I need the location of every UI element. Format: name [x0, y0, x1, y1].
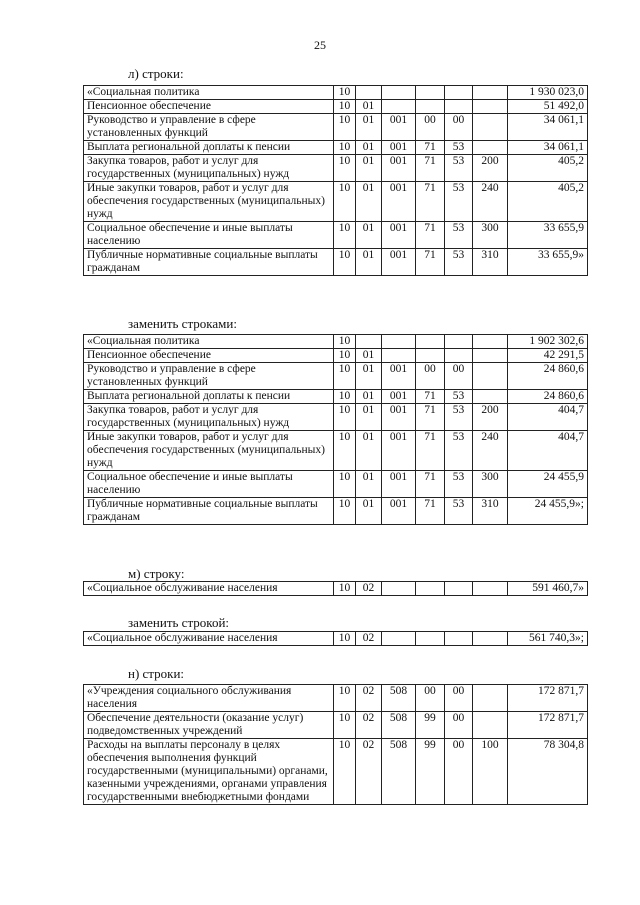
row-code: 001 [382, 431, 416, 471]
row-code [382, 632, 416, 646]
budget-table [83, 334, 588, 525]
row-code [416, 100, 445, 114]
table-row [84, 498, 588, 525]
table-row [84, 363, 588, 390]
row-name: «Социальная политика [84, 335, 334, 349]
budget-table [83, 581, 588, 596]
row-code: 00 [445, 712, 473, 739]
section-heading: н) строки: [128, 666, 185, 681]
budget-table [83, 631, 588, 646]
row-code [445, 349, 473, 363]
row-code [382, 86, 416, 100]
row-code: 01 [356, 471, 382, 498]
row-code [382, 349, 416, 363]
table-row [84, 471, 588, 498]
row-code: 00 [445, 739, 473, 805]
row-amount: 561 740,3»; [508, 632, 588, 646]
row-name: Публичные нормативные социальные выплаты гражданам [84, 498, 334, 525]
row-code: 001 [382, 141, 416, 155]
row-code: 10 [334, 86, 356, 100]
row-amount: 33 655,9» [508, 249, 588, 276]
row-code: 10 [334, 114, 356, 141]
row-code: 001 [382, 182, 416, 222]
section-heading: л) строки: [128, 66, 184, 81]
row-code: 00 [445, 685, 473, 712]
row-code [473, 349, 508, 363]
row-code: 10 [334, 249, 356, 276]
row-code: 10 [334, 498, 356, 525]
row-code: 001 [382, 155, 416, 182]
row-code: 01 [356, 349, 382, 363]
row-amount: 24 860,6 [508, 390, 588, 404]
row-name: Закупка товаров, работ и услуг для государственных (муниципальных) нужд [84, 155, 334, 182]
row-code [356, 86, 382, 100]
row-code: 01 [356, 363, 382, 390]
row-code: 10 [334, 141, 356, 155]
row-code: 02 [356, 712, 382, 739]
row-code: 71 [416, 249, 445, 276]
table-row [84, 100, 588, 114]
section-heading: заменить строками: [128, 316, 237, 331]
table-row [84, 249, 588, 276]
row-code [473, 335, 508, 349]
row-code [416, 335, 445, 349]
row-name: Социальное обеспечение и иные выплаты населению [84, 222, 334, 249]
row-code: 02 [356, 739, 382, 805]
row-amount: 78 304,8 [508, 739, 588, 805]
row-code: 53 [445, 431, 473, 471]
row-code [473, 685, 508, 712]
row-amount: 405,2 [508, 182, 588, 222]
row-code [416, 582, 445, 596]
row-code: 71 [416, 404, 445, 431]
budget-table [83, 85, 588, 276]
row-amount: 172 871,7 [508, 685, 588, 712]
row-code: 10 [334, 182, 356, 222]
row-code: 10 [334, 712, 356, 739]
row-amount: 24 455,9 [508, 471, 588, 498]
row-code: 001 [382, 363, 416, 390]
row-code: 53 [445, 222, 473, 249]
row-code: 001 [382, 222, 416, 249]
table-row [84, 739, 588, 805]
row-code: 01 [356, 498, 382, 525]
row-name: Пенсионное обеспечение [84, 100, 334, 114]
row-amount: 172 871,7 [508, 712, 588, 739]
row-code: 71 [416, 222, 445, 249]
row-name: Руководство и управление в сфере установленных функций [84, 363, 334, 390]
row-code: 001 [382, 390, 416, 404]
row-code: 001 [382, 114, 416, 141]
row-code [473, 632, 508, 646]
row-code: 310 [473, 498, 508, 525]
table-row [84, 390, 588, 404]
table-row [84, 582, 588, 596]
row-code: 200 [473, 155, 508, 182]
row-code: 01 [356, 182, 382, 222]
row-code: 99 [416, 739, 445, 805]
table-row [84, 404, 588, 431]
row-amount: 1 930 023,0 [508, 86, 588, 100]
row-code [382, 100, 416, 114]
row-code: 00 [416, 114, 445, 141]
row-name: Публичные нормативные социальные выплаты гражданам [84, 249, 334, 276]
row-name: Иные закупки товаров, работ и услуг для обеспечения государственных (муниципальных) нужд [84, 431, 334, 471]
row-code: 10 [334, 582, 356, 596]
table-row [84, 222, 588, 249]
section-heading: м) строку: [128, 566, 185, 581]
row-code: 71 [416, 155, 445, 182]
table-row [84, 685, 588, 712]
row-code: 508 [382, 685, 416, 712]
row-name: «Социальное обслуживание населения [84, 632, 334, 646]
table-row [84, 431, 588, 471]
row-code: 100 [473, 739, 508, 805]
table-row [84, 182, 588, 222]
row-code [416, 86, 445, 100]
row-code [382, 582, 416, 596]
table-row [84, 155, 588, 182]
row-code [445, 582, 473, 596]
row-code: 53 [445, 404, 473, 431]
row-name: «Социальная политика [84, 86, 334, 100]
row-code: 01 [356, 141, 382, 155]
row-code: 53 [445, 182, 473, 222]
row-code [445, 632, 473, 646]
row-code: 99 [416, 712, 445, 739]
row-name: «Учреждения социального обслуживания населения [84, 685, 334, 712]
row-code: 10 [334, 471, 356, 498]
row-code: 53 [445, 141, 473, 155]
row-amount: 42 291,5 [508, 349, 588, 363]
row-code: 01 [356, 404, 382, 431]
row-code: 53 [445, 471, 473, 498]
row-amount: 34 061,1 [508, 141, 588, 155]
row-code: 001 [382, 249, 416, 276]
row-code: 200 [473, 404, 508, 431]
row-code [473, 363, 508, 390]
row-code: 10 [334, 632, 356, 646]
row-code [445, 335, 473, 349]
row-code [445, 100, 473, 114]
row-code: 310 [473, 249, 508, 276]
row-code: 01 [356, 431, 382, 471]
row-code: 01 [356, 114, 382, 141]
row-code [416, 632, 445, 646]
row-code [473, 86, 508, 100]
row-code: 71 [416, 182, 445, 222]
row-code [473, 712, 508, 739]
row-code: 53 [445, 249, 473, 276]
row-amount: 24 860,6 [508, 363, 588, 390]
row-code: 71 [416, 498, 445, 525]
row-name: Выплата региональной доплаты к пенсии [84, 141, 334, 155]
row-code: 71 [416, 471, 445, 498]
row-name: Расходы на выплаты персоналу в целях обеспечения выполнения функций государственными (муниципальными) органами, казенными учреждениями, органами управления государственными внебюджетными фондами [84, 739, 334, 805]
row-code: 001 [382, 498, 416, 525]
row-code: 01 [356, 222, 382, 249]
row-code [473, 141, 508, 155]
budget-table [83, 684, 588, 805]
row-amount: 51 492,0 [508, 100, 588, 114]
row-code: 10 [334, 404, 356, 431]
row-amount: 405,2 [508, 155, 588, 182]
row-code: 300 [473, 471, 508, 498]
row-code: 300 [473, 222, 508, 249]
row-code: 508 [382, 739, 416, 805]
row-code: 01 [356, 249, 382, 276]
row-code: 10 [334, 685, 356, 712]
row-code: 71 [416, 390, 445, 404]
row-code: 53 [445, 498, 473, 525]
row-code: 10 [334, 739, 356, 805]
row-code [473, 390, 508, 404]
row-code: 71 [416, 141, 445, 155]
row-code: 10 [334, 335, 356, 349]
row-code: 71 [416, 431, 445, 471]
row-code [473, 114, 508, 141]
table-row [84, 632, 588, 646]
row-amount: 34 061,1 [508, 114, 588, 141]
row-code: 01 [356, 155, 382, 182]
row-name: «Социальное обслуживание населения [84, 582, 334, 596]
row-code: 00 [445, 114, 473, 141]
row-code: 01 [356, 100, 382, 114]
row-code: 01 [356, 390, 382, 404]
row-code: 53 [445, 390, 473, 404]
table-row [84, 114, 588, 141]
row-code: 10 [334, 431, 356, 471]
row-code [473, 100, 508, 114]
table-row [84, 349, 588, 363]
row-amount: 24 455,9»; [508, 498, 588, 525]
row-name: Иные закупки товаров, работ и услуг для обеспечения государственных (муниципальных) нужд [84, 182, 334, 222]
row-code: 00 [416, 685, 445, 712]
row-code: 10 [334, 100, 356, 114]
row-code: 10 [334, 349, 356, 363]
row-code: 10 [334, 363, 356, 390]
row-code [473, 582, 508, 596]
table-row [84, 86, 588, 100]
row-code: 02 [356, 582, 382, 596]
row-amount: 33 655,9 [508, 222, 588, 249]
row-code [382, 335, 416, 349]
table-row [84, 335, 588, 349]
row-code: 240 [473, 182, 508, 222]
row-name: Обеспечение деятельности (оказание услуг) подведомственных учреждений [84, 712, 334, 739]
table-row [84, 141, 588, 155]
page-number: 25 [314, 38, 326, 52]
row-code: 10 [334, 155, 356, 182]
row-code: 00 [416, 363, 445, 390]
row-code: 10 [334, 390, 356, 404]
table-row [84, 712, 588, 739]
row-code: 02 [356, 632, 382, 646]
row-code [445, 86, 473, 100]
row-amount: 404,7 [508, 404, 588, 431]
row-amount: 591 460,7» [508, 582, 588, 596]
row-name: Социальное обеспечение и иные выплаты населению [84, 471, 334, 498]
row-code: 508 [382, 712, 416, 739]
row-code [416, 349, 445, 363]
row-code [356, 335, 382, 349]
row-amount: 1 902 302,6 [508, 335, 588, 349]
row-code: 240 [473, 431, 508, 471]
row-amount: 404,7 [508, 431, 588, 471]
row-code: 10 [334, 222, 356, 249]
row-code: 001 [382, 471, 416, 498]
row-name: Руководство и управление в сфере установленных функций [84, 114, 334, 141]
row-code: 00 [445, 363, 473, 390]
row-name: Выплата региональной доплаты к пенсии [84, 390, 334, 404]
row-code: 02 [356, 685, 382, 712]
row-code: 001 [382, 404, 416, 431]
row-name: Закупка товаров, работ и услуг для государственных (муниципальных) нужд [84, 404, 334, 431]
section-heading: заменить строкой: [128, 615, 230, 630]
row-name: Пенсионное обеспечение [84, 349, 334, 363]
row-code: 53 [445, 155, 473, 182]
